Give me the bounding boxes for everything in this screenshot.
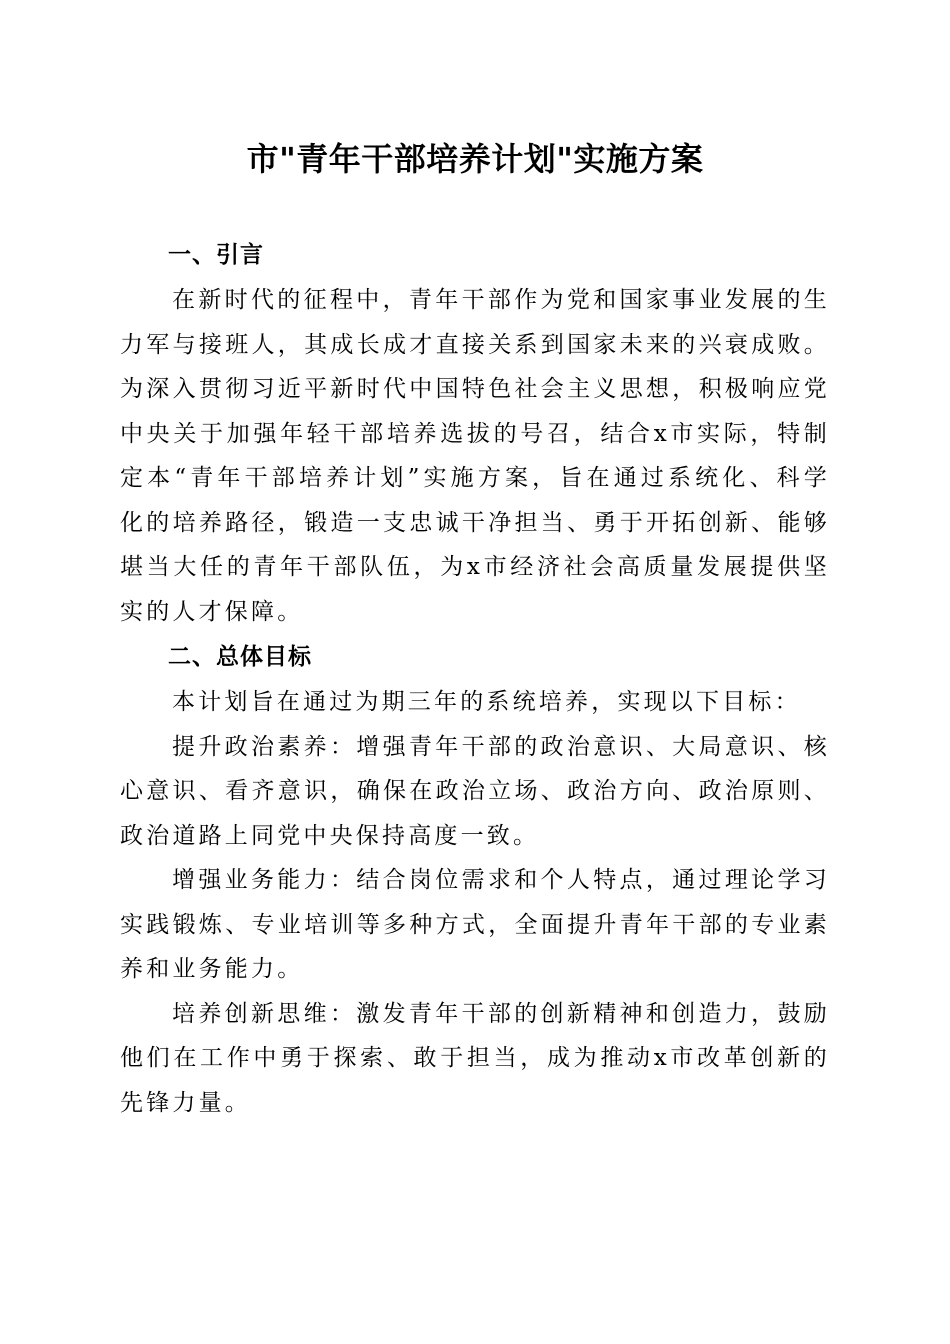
- section-heading: 一、引言: [168, 242, 264, 268]
- paragraph: 培养创新思维：激发青年干部的创新精神和创造力，鼓励他们在工作中勇于探索、敢于担当，成为推动x市改革创新的先锋力量。: [120, 1000, 830, 1116]
- paragraph: 本计划旨在通过为期三年的系统培养，实现以下目标：: [172, 689, 801, 715]
- document-title: 市"青年干部培养计划"实施方案: [246, 140, 704, 178]
- section-heading: 二、总体目标: [168, 644, 312, 670]
- section-overall-goals: [120, 634, 830, 1125]
- paragraph: 增强业务能力：结合岗位需求和个人特点，通过理论学习实践锻炼、专业培训等多种方式，全面提升青年干部的专业素养和业务能力。: [120, 867, 830, 982]
- document-body: [120, 232, 830, 1125]
- paragraph: 提升政治素养：增强青年干部的政治意识、大局意识、核心意识、看齐意识，确保在政治立场、政治方向、政治原则、政治道路上同党中央保持高度一致。: [120, 733, 830, 849]
- section-introduction: [120, 232, 830, 634]
- paragraph: 在新时代的征程中，青年干部作为党和国家事业发展的生力军与接班人，其成长成才直接关系到国家未来的兴衰成败。为深入贯彻习近平新时代中国特色社会主义思想，积极响应党中央关于加强年轻干部培养选拔的号召，结合x市实际，特制定本“青年干部培养计划”实施方案，旨在通过系统化、科学化的培养路径，锻造一支忠诚干净担当、勇于开拓创新、能够堪当大任的青年干部队伍，为x市经济社会高质量发展提供坚实的人才保障。: [120, 287, 830, 625]
